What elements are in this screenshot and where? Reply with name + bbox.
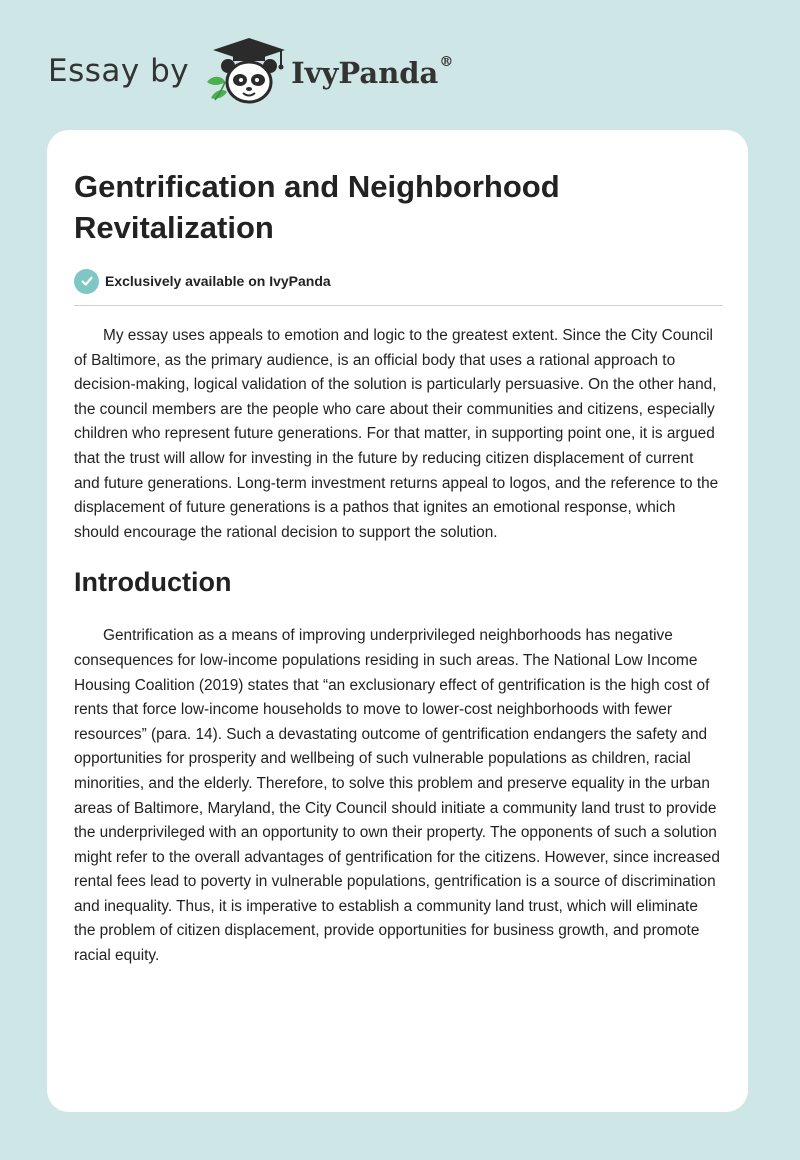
- essay-content: [74, 166, 723, 969]
- section-heading-introduction: Introduction: [74, 567, 232, 598]
- registered-mark: ®: [439, 54, 454, 71]
- panda-graduation-cap-icon: [203, 36, 289, 106]
- site-header: [48, 36, 453, 106]
- essay-card: [47, 130, 748, 1112]
- divider: [74, 305, 723, 306]
- essay-title: Gentrification and Neighborhood Revitalization: [74, 169, 560, 245]
- exclusive-badge: [74, 268, 723, 294]
- introduction-paragraph: Gentrification as a means of improving underprivileged neighborhoods has negative consequences for low-income populations residing in such areas. The National Low Income Housing Coalition (2019) states that “an exclusionary effect of gentrification is the high cost of rents that force low-income households to move to lower-cost neighborhoods with fewer resources” (para. 14). Such a devastating outcome of gentrification endangers the safety and opportunities for prosperity and wellbeing of such vulnerable populations as children, racial minorities, and the elderly. Therefore, to solve this problem and preserve equality in the urban areas of Baltimore, Maryland, the City Council should initiate a community land trust to provide the underprivileged with an opportunity to own their property. The opponents of such a solution might refer to the overall advantages of gentrification for the citizens. However, since increased rental fees lead to poverty in vulnerable populations, gentrification is a source of discrimination and inequality. Thus, it is imperative to establish a community land trust, which will eliminate the problem of citizen displacement, provide opportunities for business growth, and promote racial equity.: [74, 627, 720, 965]
- brand-name: IvyPanda®: [291, 54, 454, 90]
- essay-by-label: Essay by: [48, 53, 190, 89]
- checkmark-icon: [74, 269, 99, 294]
- intro-paragraph: My essay uses appeals to emotion and logic to the greatest extent. Since the City Council of Baltimore, as the primary audience, is an official body that uses a rational approach to decision-making, logical validation of the solution is particularly persuasive. On the other hand, the council members are the people who care about their communities and citizens, especially children who represent future generations. For that matter, in supporting point one, it is argued that the trust will allow for investing in the future by reducing citizen displacement of current and future generations. Long-term investment returns appeal to logos, and the reference to the displacement of future generations is a pathos that ignites an emotional response, which should encourage the rational decision to support the solution.: [74, 327, 719, 541]
- exclusive-label: Exclusively available on IvyPanda: [105, 273, 331, 289]
